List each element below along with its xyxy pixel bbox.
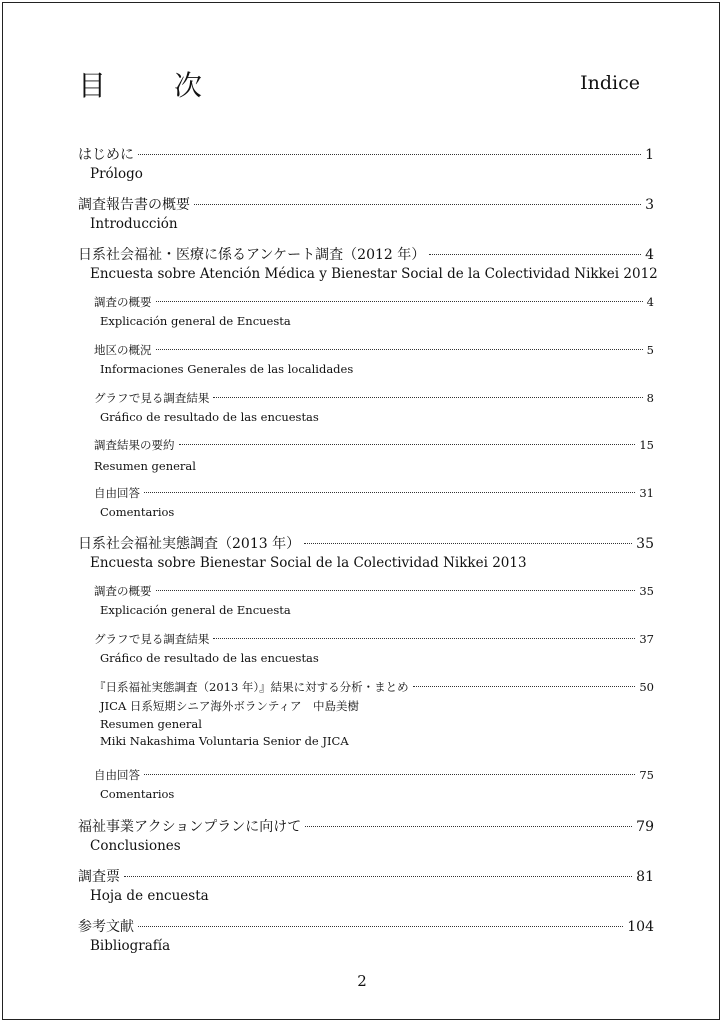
toc-entry[interactable]: [94, 631, 654, 665]
entry-title-es: Explicación general de Encuesta: [100, 603, 291, 617]
dot-leader: [429, 254, 641, 255]
toc-entry[interactable]: [94, 767, 654, 801]
entry-page-number: 8: [646, 391, 654, 405]
dot-leader: [413, 686, 636, 687]
page-title: 目 次: [78, 69, 223, 102]
entry-title-jp: グラフで見る調査結果: [94, 632, 210, 646]
toc-entry[interactable]: [78, 533, 654, 571]
dot-leader: [138, 154, 641, 155]
entry-title-jp: 日系社会福祉・医療に係るアンケート調査（2012 年）: [78, 247, 426, 263]
entry-page-number: 31: [639, 486, 654, 500]
entry-page-number: 3: [645, 197, 654, 213]
entry-title-jp: 調査の概要: [94, 295, 152, 309]
page-number: 2: [357, 972, 367, 990]
entry-title-es: Explicación general de Encuesta: [100, 314, 291, 328]
entry-title-es: Resumen general: [100, 717, 202, 731]
toc-entry[interactable]: [94, 390, 654, 424]
entry-title-jp: 日系社会福祉実態調査（2013 年）: [78, 536, 301, 552]
toc-entry[interactable]: [94, 294, 654, 328]
entry-title-es: Informaciones Generales de las localidades: [100, 362, 354, 376]
entry-title-es: Gráfico de resultado de las encuestas: [100, 651, 319, 665]
dot-leader: [156, 301, 643, 302]
entry-page-number: 1: [645, 147, 654, 163]
dot-leader: [194, 204, 641, 205]
entry-title-jp: 自由回答: [94, 486, 140, 500]
dot-leader: [156, 349, 643, 350]
toc-entry[interactable]: [94, 485, 654, 519]
entry-page-number: 15: [639, 438, 654, 452]
toc-entry[interactable]: [78, 244, 658, 282]
entry-title-es: Resumen general: [94, 459, 196, 473]
entry-author-jp: JICA 日系短期シニア海外ボランティア 中島美樹: [100, 699, 359, 713]
entry-title-es: Introducción: [90, 216, 178, 232]
toc-entry[interactable]: [78, 816, 654, 854]
dot-leader: [179, 444, 636, 445]
page-title-spanish: Indice: [580, 72, 640, 94]
entry-title-jp: 参考文献: [78, 919, 134, 935]
entry-title-jp: グラフで見る調査結果: [94, 391, 210, 405]
toc-entry[interactable]: [78, 194, 654, 232]
entry-title-jp: 『日系福祉実態調査（2013 年）』結果に対する分析・まとめ: [94, 680, 409, 694]
entry-title-jp: はじめに: [78, 147, 134, 163]
entry-page-number: 5: [646, 343, 654, 357]
entry-title-es: Hoja de encuesta: [90, 888, 209, 904]
entry-title-es: Comentarios: [100, 505, 175, 519]
toc-entry[interactable]: [94, 437, 654, 473]
dot-leader: [124, 876, 632, 877]
entry-page-number: 50: [639, 680, 654, 694]
entry-title-jp: 福祉事業アクションプランに向けて: [78, 819, 302, 835]
entry-title-es: Bibliografía: [90, 938, 171, 954]
dot-leader: [156, 590, 636, 591]
toc-entry[interactable]: [78, 866, 654, 904]
dot-leader: [144, 774, 635, 775]
dot-leader: [305, 826, 632, 827]
entry-page-number: 4: [645, 247, 654, 263]
entry-author-es: Miki Nakashima Voluntaria Senior de JICA: [100, 734, 349, 748]
entry-page-number: 37: [639, 632, 654, 646]
entry-title-jp: 自由回答: [94, 768, 140, 782]
dot-leader: [144, 492, 635, 493]
entry-page-number: 81: [636, 869, 654, 885]
entry-title-jp: 調査報告書の概要: [78, 197, 190, 213]
toc-entry[interactable]: [94, 679, 654, 748]
dot-leader: [304, 543, 632, 544]
entry-title-jp: 地区の概況: [94, 343, 152, 357]
toc-entry[interactable]: [94, 583, 654, 617]
entry-page-number: 104: [627, 919, 654, 935]
entry-page-number: 79: [636, 819, 654, 835]
entry-title-es: Conclusiones: [90, 838, 181, 854]
toc-entry[interactable]: [78, 144, 654, 182]
dot-leader: [213, 638, 635, 639]
entry-title-es: Encuesta sobre Bienestar Social de la Colectividad Nikkei 2013: [90, 555, 527, 571]
entry-title-jp: 調査票: [78, 869, 120, 885]
toc-entry[interactable]: [78, 916, 654, 954]
entry-page-number: 35: [639, 584, 654, 598]
entry-title-jp: 調査結果の要約: [94, 438, 175, 452]
entry-page-number: 35: [636, 536, 654, 552]
entry-title-es: Prólogo: [90, 166, 143, 182]
toc-entry[interactable]: [94, 342, 654, 376]
entry-page-number: 75: [639, 768, 654, 782]
entry-title-es: Comentarios: [100, 787, 175, 801]
entry-title-jp: 調査の概要: [94, 584, 152, 598]
dot-leader: [213, 397, 642, 398]
entry-page-number: 4: [646, 295, 654, 309]
entry-title-es: Encuesta sobre Atención Médica y Bienestar Social de la Colectividad Nikkei 2012: [90, 266, 658, 282]
entry-title-es: Gráfico de resultado de las encuestas: [100, 410, 319, 424]
dot-leader: [138, 926, 623, 927]
